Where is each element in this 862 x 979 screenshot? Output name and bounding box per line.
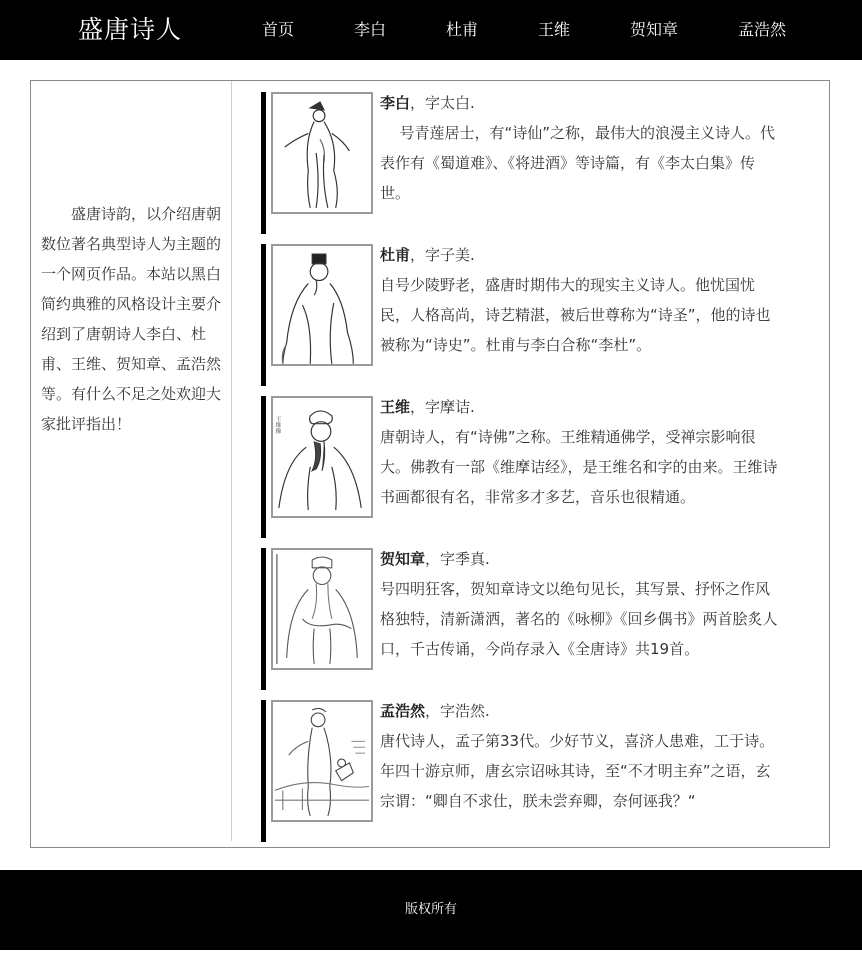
copyright-text: 版权所有 [404,902,457,917]
header [0,0,862,60]
poet-card-menghaoran [261,700,783,842]
poet-text-libai [380,88,784,208]
nav-dufu[interactable]: 杜甫 [446,20,479,39]
portrait-caption: 王维像 [273,415,280,434]
poet-text-hezhizhang [380,544,784,664]
poet-portrait-menghaoran [271,700,373,822]
poet-description: 号青莲居士，有“诗仙”之称，最伟大的浪漫主义诗人。代表作有《蜀道难》、《将进酒》等诗篇，有《李太白集》传世。 [380,124,776,202]
poet-description: 号四明狂客，贺知章诗文以绝句见长，其写景、抒怀之作风格独特，清新潇洒，著名的《咏柳》《回乡偶书》两首脍炙人口，千古传诵，今尚存录入《全唐诗》共19首。 [380,580,778,658]
poet-text-menghaoran [380,696,784,816]
nav-home[interactable]: 首页 [262,20,295,39]
poet-name: 杜甫 [380,246,411,264]
poet-portrait-dufu [271,244,373,366]
poet-description: 唐代诗人，孟子第33代。少好节义，喜济人患难，工于诗。年四十游京师，唐玄宗诏咏其诗，至“不才明主弃”之语，玄宗谓：“卿自不求仕，朕未尝弃卿，奈何诬我？“ [380,732,775,810]
site-logo[interactable]: 盛唐诗人 [78,15,183,44]
poet-name: 王维 [380,398,411,416]
poet-portrait-hezhizhang [271,548,373,670]
poet-card-wangwei [261,396,783,538]
poet-name: 贺知章 [380,550,426,568]
poet-courtesy: ，字子美. [410,246,475,264]
poet-accent-bar [261,548,266,690]
poet-portrait-wangwei [271,396,373,518]
poet-accent-bar [261,396,266,538]
column-divider [231,81,232,841]
nav-hezhizhang[interactable]: 贺知章 [630,20,679,39]
poet-courtesy: ，字太白. [410,94,475,112]
poet-courtesy: ，字浩然. [425,702,490,720]
poet-name: 孟浩然 [380,702,426,720]
nav-menghaoran[interactable]: 孟浩然 [738,20,787,39]
poet-description: 唐朝诗人，有“诗佛”之称。王维精通佛学，受禅宗影响很大。佛教有一部《维摩诘经》，是王维名和字的由来。王维诗书画都很有名，非常多才多艺，音乐也很精通。 [380,428,778,506]
footer [0,870,862,950]
site-intro: 盛唐诗韵，以介绍唐朝数位著名典型诗人为主题的一个网页作品。本站以黑白简约典雅的风格设计主要介绍到了唐朝诗人李白、杜甫、王维、贺知章、孟浩然等。有什么不足之处欢迎大家批评指出！ [41,205,222,433]
poet-courtesy: ，字摩诘. [410,398,475,416]
poet-courtesy: ，字季真. [425,550,490,568]
poet-text-wangwei [380,392,784,512]
poet-card-hezhizhang [261,548,783,690]
poet-description: 自号少陵野老，盛唐时期伟大的现实主义诗人。他忧国忧民，人格高尚，诗艺精湛，被后世尊称为“诗圣”，他的诗也被称为“诗史”。杜甫与李白合称“李杜”。 [380,276,771,354]
main-content [30,80,830,848]
nav-libai[interactable]: 李白 [354,20,387,39]
poet-accent-bar [261,244,266,386]
poet-name: 李白 [380,94,411,112]
poet-card-libai [261,92,783,234]
poet-portrait-libai [271,92,373,214]
poet-text-dufu [380,240,784,360]
poet-accent-bar [261,92,266,234]
poet-accent-bar [261,700,266,842]
poet-card-dufu [261,244,783,386]
nav-wangwei[interactable]: 王维 [538,20,571,39]
